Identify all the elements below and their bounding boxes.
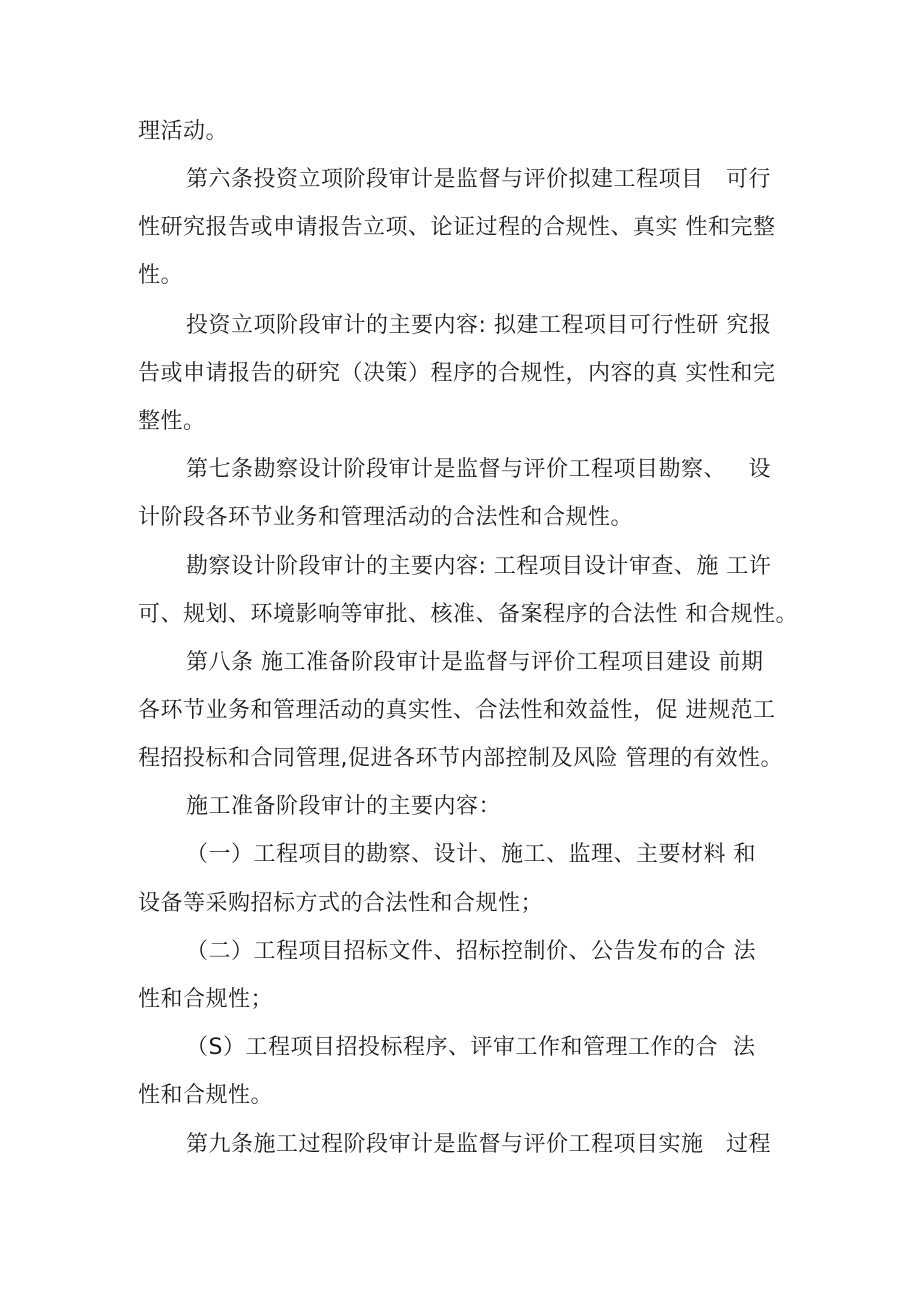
text-line: 告或申请报告的研究（决策）程序的合规性，内容的真 实性和完 <box>138 361 776 386</box>
text-line: 第八条 施工准备阶段审计是监督与评价工程项目建设 前期 <box>186 650 764 675</box>
text-line: 整性。 <box>138 409 206 434</box>
text-line: 施工准备阶段审计的主要内容： <box>186 794 502 819</box>
text-line: 计阶段各环节业务和管理活动的合法性和合规性。 <box>138 505 634 530</box>
text-line: 理活动。 <box>138 119 229 144</box>
text-line: 性和合规性； <box>138 987 274 1012</box>
text-line: 第六条投资立项阶段审计是监督与评价拟建工程项目 可行 <box>186 167 771 192</box>
text-line: 各环节业务和管理活动的真实性、合法性和效益性，促 进规范工 <box>138 698 776 723</box>
text-line: 性。 <box>138 263 184 288</box>
text-line: 投资立项阶段审计的主要内容: 拟建工程项目可行性研 究报 <box>186 313 772 338</box>
text-line: 程招投标和合同管理,促进各环节内部控制及风险 管理的有效性。 <box>138 746 783 771</box>
text-line: 第七条勘察设计阶段审计是监督与评价工程项目勘察、 设 <box>186 457 771 482</box>
text-line: 设备等采购招标方式的合法性和合规性； <box>138 891 544 916</box>
text-line: （S）工程项目招投标程序、评审工作和管理工作的合 法 <box>186 1035 756 1060</box>
text-line: 性研究报告或申请报告立项、论证过程的合规性、真实 性和完整 <box>138 215 776 240</box>
text-line: 第九条施工过程阶段审计是监督与评价工程项目实施 过程 <box>186 1132 771 1157</box>
text-line: （二）工程项目招标文件、招标控制价、公告发布的合 法 <box>186 939 756 964</box>
text-line: 可、规划、环境影响等审批、核准、备案程序的合法性 和合规性。 <box>138 602 798 627</box>
text-line: （一）工程项目的勘察、设计、施工、监理、主要材料 和 <box>186 842 756 867</box>
text-line: 勘察设计阶段审计的主要内容: 工程项目设计审查、施 工许 <box>186 554 772 579</box>
text-line: 性和合规性。 <box>138 1083 274 1108</box>
